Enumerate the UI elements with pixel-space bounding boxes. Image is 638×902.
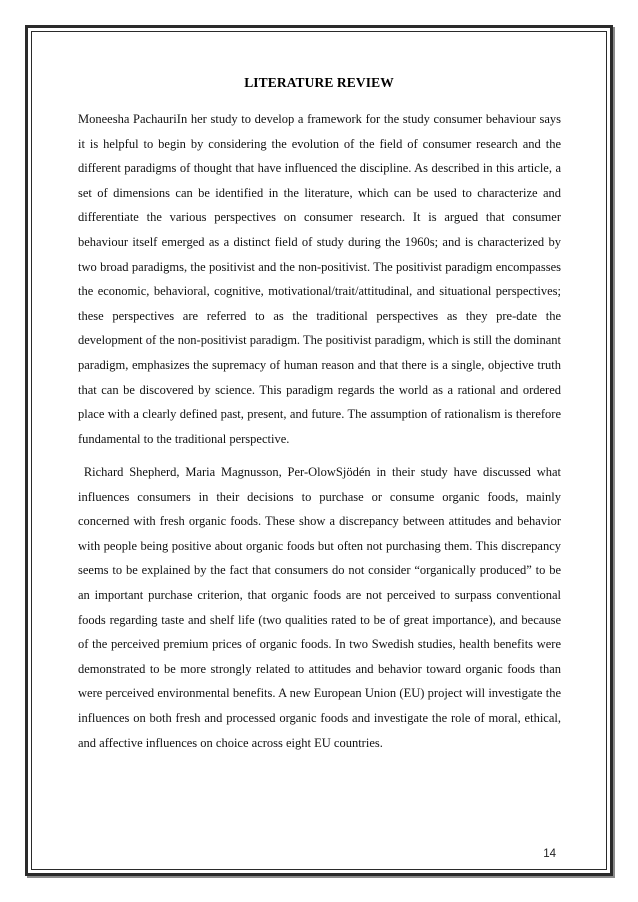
body-paragraph-2 — [78, 460, 561, 755]
body-paragraph-2-text: Richard Shepherd, Maria Magnusson, Per-OlowSjödén in their study have discussed what influences consumers in their decisions to purchase or consume organic foods, mainly concerned with fresh organic foods. These show a discrepancy between attitudes and behavior with people being positive about organic foods but often not purchasing them. This discrepancy seems to be explained by the fact that consumers do not consider “organically produced” to be an important purchase criterion, that organic foods are not perceived to surpass conventional foods regarding taste and shelf life (two qualities rated to be of great importance), and because of the perceived premium prices of organic foods. In two Swedish studies, health benefits were demonstrated to be more strongly related to attitudes and behavior toward organic foods than were perceived environmental benefits. A new European Union (EU) project will investigate the influences on both fresh and processed organic foods and investigate the role of moral, ethical, and affective influences on choice across eight EU countries. — [78, 465, 561, 750]
body-paragraph-1: Moneesha PachauriIn her study to develop a framework for the study consumer behaviour says it is helpful to begin by considering the evolution of the field of consumer research and the different paradigms of thought that have influenced the discipline. As described in this article, a set of dimensions can be identified in the literature, which can be used to characterize and differentiate the various perspectives on consumer research. It is argued that consumer behaviour itself emerged as a distinct field of study during the 1960s; and is characterized by two broad paradigms, the positivist and the non-positivist. The positivist paradigm encompasses the economic, behavioral, cognitive, motivational/trait/attitudinal, and situational perspectives; these perspectives are referred to as the traditional perspectives as they pre-date the development of the non-positivist paradigm. The positivist paradigm, which is still the dominant paradigm, emphasizes the supremacy of human reason and that there is a single, objective truth that can be discovered by science. This paradigm regards the world as a rational and ordered place with a clearly defined past, present, and future. The assumption of rationalism is therefore fundamental to the traditional perspective. — [78, 112, 561, 446]
section-title: LITERATURE REVIEW — [244, 75, 394, 90]
page-number: 14 — [543, 848, 556, 860]
